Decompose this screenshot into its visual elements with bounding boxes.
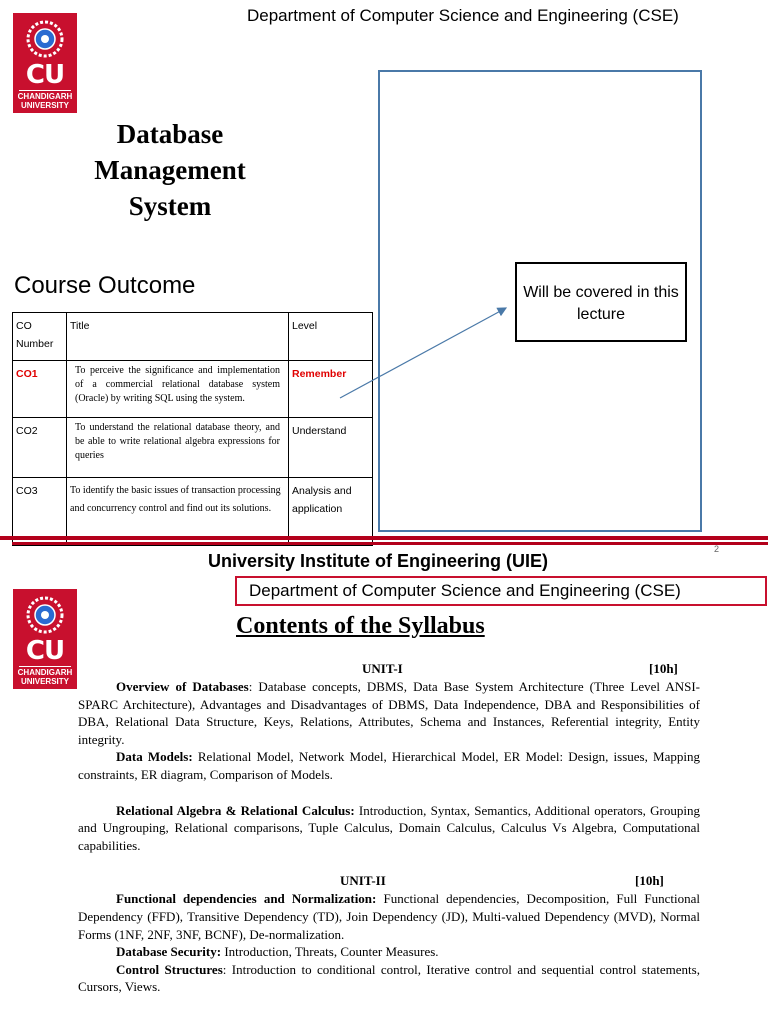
department-header-box: Department of Computer Science and Engineering (CSE): [235, 576, 767, 606]
logo-text: CU: [25, 636, 65, 666]
logo-text: CU: [25, 60, 65, 90]
table-row: [13, 361, 373, 418]
course-outcome-table: [12, 312, 373, 546]
header-title: Title: [67, 313, 289, 361]
emblem-icon: [25, 19, 65, 59]
logo-subtitle-2: UNIVERSITY: [20, 677, 69, 686]
emblem-icon: [25, 595, 65, 635]
co-level: Remember: [289, 361, 373, 418]
syllabus-paragraph: Database Security: Introduction, Threats, Counter Measures.: [116, 944, 439, 960]
footer-divider-secondary: [12, 542, 768, 545]
course-outcome-heading: Course Outcome: [14, 272, 196, 299]
slide-title: Database Management System: [94, 119, 246, 221]
co-level: Understand: [289, 418, 373, 478]
co-title: To perceive the significance and implementation of a commercial relational database system (Oracle) by writing SQL using the system.: [67, 361, 289, 418]
table-row: [13, 418, 373, 478]
syllabus-paragraph: Overview of Databases: Database concepts, DBMS, Data Base System Architecture (Three Level ANSI-SPARC Architecture), Advantages and Disadvantages of DBMS, Data Independence, DBA and Responsibilities of DBA, Relational Data Structure, Keys, Relations, Attributes, Schema and Instances, Referential integrity, Entity integrity.: [78, 679, 700, 747]
logo-subtitle-1: CHANDIGARH: [17, 668, 73, 677]
syllabus-heading: Contents of the Syllabus: [236, 613, 485, 639]
co-number: CO1: [13, 361, 67, 418]
unit-hours: [10h]: [649, 661, 678, 676]
co-number: CO2: [13, 418, 67, 478]
unit-label: UNIT-II: [340, 873, 386, 889]
syllabus-body: [78, 660, 700, 996]
institute-footer: University Institute of Engineering (UIE): [208, 551, 549, 571]
syllabus-paragraph: Functional dependencies and Normalization: Functional dependencies, Decomposition, Full Functional Dependency (FFD), Transitive Dependency (TD), Join Dependency (JD), Multi-valued Dependency (MVD), Normal Forms (1NF, 2NF, 3NF, BCNF), De-normalization.: [78, 891, 700, 942]
university-logo: [13, 13, 77, 113]
unit-heading: [78, 660, 700, 678]
syllabus-paragraph: Control Structures: Introduction to conditional control, Iterative control and sequential control statements, Cursors, Views.: [78, 961, 700, 995]
footer-divider: [0, 536, 768, 540]
co-title: To identify the basic issues of transaction processing and concurrency control and find out its solutions.: [67, 478, 289, 546]
page-number: 2: [714, 544, 720, 554]
university-logo: [13, 589, 77, 689]
syllabus-paragraph: Relational Algebra & Relational Calculus: Introduction, Syntax, Semantics, Additional operators, Grouping and Ungrouping, Relational comparisons, Tuple Calculus, Domain Calculus, Calculus Vs Algebra, Computational capabilities.: [78, 802, 700, 853]
unit-label: UNIT-I: [362, 661, 403, 676]
syllabus-paragraph: Data Models: Relational Model, Network Model, Hierarchical Model, ER Model: Design, issues, Mapping constraints, ER diagram, Comparison of Models.: [78, 749, 700, 782]
department-header: Department of Computer Science and Engineering (CSE): [247, 6, 679, 25]
callout-box: Will be covered in this lecture: [515, 262, 687, 342]
logo-subtitle-1: CHANDIGARH: [17, 92, 73, 101]
unit-hours: [10h]: [635, 873, 664, 889]
co-title: To understand the relational database theory, and be able to write relational algebra expressions for queries: [67, 418, 289, 478]
co-number: CO3: [13, 478, 67, 546]
logo-subtitle-2: UNIVERSITY: [20, 101, 69, 110]
unit-heading: [78, 872, 700, 890]
co-level: Analysis and application: [289, 478, 373, 546]
header-co-number: CO Number: [13, 313, 67, 361]
header-level: Level: [289, 313, 373, 361]
callout-arrow: [330, 300, 520, 405]
table-header-row: [13, 313, 373, 361]
